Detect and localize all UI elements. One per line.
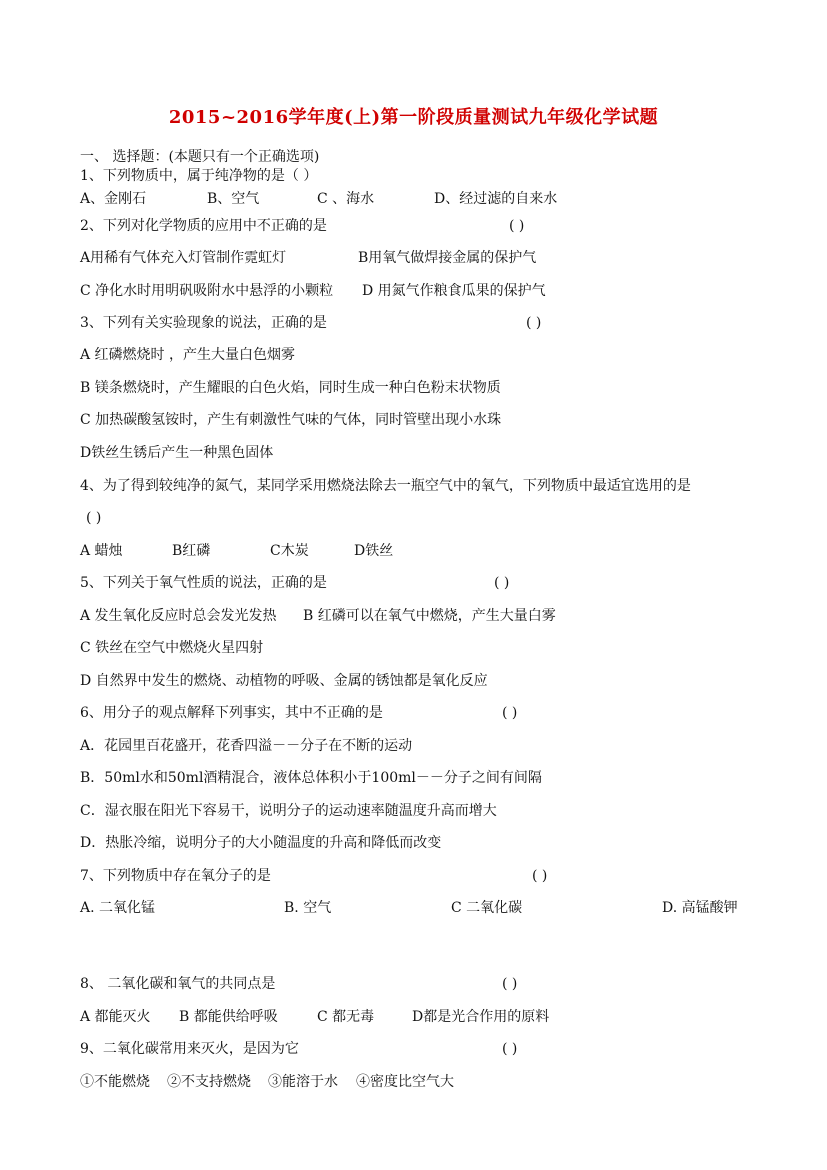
q8-option-b: B 都能供给呼吸 xyxy=(179,1009,278,1025)
q3-option-a: A 红磷燃烧时 ，产生大量白色烟雾 xyxy=(80,347,296,363)
question-5-answer-blank: ( ) xyxy=(494,575,510,591)
question-7-answer-blank: ( ) xyxy=(532,868,548,884)
q6-option-c: C．湿衣服在阳光下容易干，说明分子的运动速率随温度升高而增大 xyxy=(80,803,497,819)
q5-option-c: C 铁丝在空气中燃烧火星四射 xyxy=(80,640,264,656)
question-7-stem: 7、下列物质中存在氧分子的是 xyxy=(80,868,271,884)
q6-option-b: B．50ml水和50ml酒精混合，液体总体积小于100ml－－分子之间有间隔 xyxy=(80,770,542,786)
q4-option-d: D铁丝 xyxy=(354,543,394,559)
q9-statement-4: ④密度比空气大 xyxy=(356,1074,454,1090)
exam-title: 2015~2016学年度(上)第一阶段质量测试九年级化学试题 xyxy=(168,107,659,128)
q4-option-c: C木炭 xyxy=(270,543,309,559)
section-heading: 一、 选择题：(本题只有一个正确选项) xyxy=(80,149,320,165)
question-3-stem: 3、下列有关实验现象的说法，正确的是 xyxy=(80,315,327,331)
q8-option-a: A 都能灭火 xyxy=(80,1009,151,1025)
q2-option-a: A用稀有气体充入灯管制作霓虹灯 xyxy=(80,250,287,266)
question-4-answer-blank: ( ) xyxy=(86,510,102,526)
question-1-stem: 1、下列物质中，属于纯净物的是（ ） xyxy=(80,168,318,184)
question-6-answer-blank: ( ) xyxy=(502,705,518,721)
q3-option-d: D铁丝生锈后产生一种黑色固体 xyxy=(80,445,274,461)
q7-option-b: B. 空气 xyxy=(284,900,332,916)
q4-option-a: A 蜡烛 xyxy=(80,543,123,559)
question-9-stem: 9、二氧化碳常用来灭火，是因为它 xyxy=(80,1041,299,1057)
q9-statement-2: ②不支持燃烧 xyxy=(167,1074,251,1090)
q8-option-d: D都是光合作用的原料 xyxy=(412,1009,550,1025)
question-9-answer-blank: ( ) xyxy=(502,1041,518,1057)
q6-option-d: D．热胀冷缩，说明分子的大小随温度的升高和降低而改变 xyxy=(80,835,442,851)
q5-option-d: D 自然界中发生的燃烧、动植物的呼吸、金属的锈蚀都是氧化反应 xyxy=(80,673,488,689)
q2-option-b: B用氧气做焊接金属的保护气 xyxy=(358,250,537,266)
question-4-stem: 4、为了得到较纯净的氮气，某同学采用燃烧法除去一瓶空气中的氧气，下列物质中最适宜选用的是 xyxy=(80,478,691,494)
q8-option-c: C 都无毒 xyxy=(317,1009,375,1025)
q7-option-c: C 二氧化碳 xyxy=(451,900,523,916)
q5-option-b: B 红磷可以在氧气中燃烧，产生大量白雾 xyxy=(303,608,556,624)
question-8-answer-blank: ( ) xyxy=(502,976,518,992)
q1-option-c: C 、海水 xyxy=(317,191,375,207)
q2-option-c: C 净化水时用明矾吸附水中悬浮的小颗粒 xyxy=(80,283,334,299)
q5-option-a: A 发生氧化反应时总会发光发热 xyxy=(80,608,277,624)
q7-option-a: A. 二氧化锰 xyxy=(80,900,156,916)
q1-option-a: A、金刚石 xyxy=(80,191,147,207)
q3-option-c: C 加热碳酸氢铵时，产生有刺激性气味的气体，同时管壁出现小水珠 xyxy=(80,412,502,428)
q1-option-d: D、经过滤的自来水 xyxy=(434,191,558,207)
q4-option-b: B红磷 xyxy=(172,543,211,559)
question-8-stem: 8、 二氧化碳和氧气的共同点是 xyxy=(80,976,276,992)
q2-option-d: D 用氮气作粮食瓜果的保护气 xyxy=(362,283,546,299)
q6-option-a: A．花园里百花盛开，花香四溢－－分子在不断的运动 xyxy=(80,738,413,754)
question-2-stem: 2、下列对化学物质的应用中不正确的是 xyxy=(80,218,327,234)
q9-statement-1: ①不能燃烧 xyxy=(80,1074,150,1090)
q1-option-b: B、空气 xyxy=(207,191,260,207)
q3-option-b: B 镁条燃烧时，产生耀眼的白色火焰，同时生成一种白色粉末状物质 xyxy=(80,380,501,396)
question-5-stem: 5、下列关于氧气性质的说法，正确的是 xyxy=(80,575,327,591)
question-2-answer-blank: ( ) xyxy=(509,218,525,234)
question-6-stem: 6、用分子的观点解释下列事实，其中不正确的是 xyxy=(80,705,383,721)
q7-option-d: D. 高锰酸钾 xyxy=(662,900,738,916)
q9-statement-3: ③能溶于水 xyxy=(268,1074,338,1090)
question-3-answer-blank: ( ) xyxy=(526,315,542,331)
